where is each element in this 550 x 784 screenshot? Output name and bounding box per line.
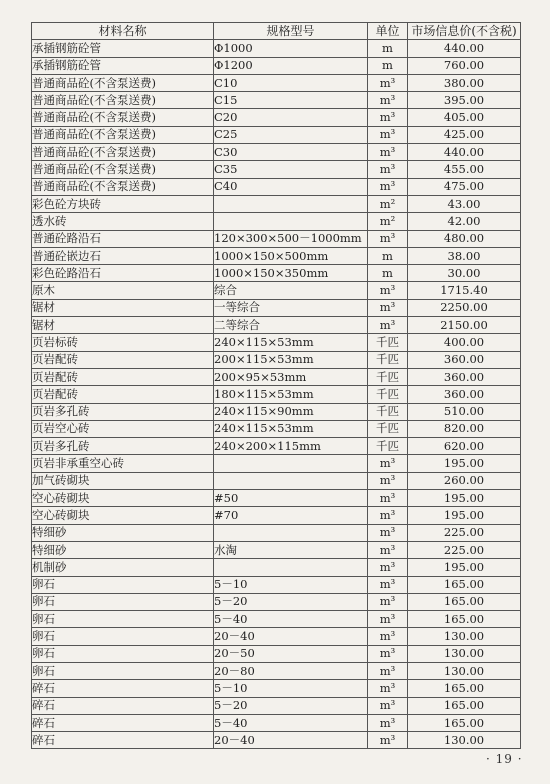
material-name-cell: 加气砖砌块 bbox=[32, 472, 214, 489]
unit-cell: m³ bbox=[368, 645, 408, 662]
unit-cell: m bbox=[368, 40, 408, 57]
unit-cell: m bbox=[368, 247, 408, 264]
price-cell: 30.00 bbox=[408, 265, 521, 282]
spec-cell: C35 bbox=[214, 161, 368, 178]
spec-cell bbox=[214, 213, 368, 230]
table-row bbox=[32, 472, 521, 489]
table-row bbox=[32, 40, 521, 57]
spec-cell: 二等综合 bbox=[214, 317, 368, 334]
spec-cell bbox=[214, 524, 368, 541]
spec-cell: 20－50 bbox=[214, 645, 368, 662]
material-name-cell: 空心砖砌块 bbox=[32, 507, 214, 524]
material-name-cell: 页岩配砖 bbox=[32, 351, 214, 368]
material-name-cell: 碎石 bbox=[32, 697, 214, 714]
spec-cell: C30 bbox=[214, 144, 368, 161]
price-cell: 425.00 bbox=[408, 126, 521, 143]
spec-cell: 1000×150×500mm bbox=[214, 247, 368, 264]
price-cell: 400.00 bbox=[408, 334, 521, 351]
price-cell: 440.00 bbox=[408, 40, 521, 57]
unit-cell: m³ bbox=[368, 611, 408, 628]
price-cell: 360.00 bbox=[408, 368, 521, 385]
unit-cell: m³ bbox=[368, 126, 408, 143]
price-cell: 165.00 bbox=[408, 714, 521, 731]
table-row bbox=[32, 541, 521, 558]
table-header-row bbox=[32, 23, 521, 40]
price-cell: 165.00 bbox=[408, 611, 521, 628]
unit-cell: m³ bbox=[368, 576, 408, 593]
table-row bbox=[32, 403, 521, 420]
table-row bbox=[32, 714, 521, 731]
unit-cell: m³ bbox=[368, 680, 408, 697]
material-name-cell: 普通商品砼(不含泵送费) bbox=[32, 161, 214, 178]
price-cell: 1715.40 bbox=[408, 282, 521, 299]
table-row bbox=[32, 732, 521, 749]
price-cell: 405.00 bbox=[408, 109, 521, 126]
table-row bbox=[32, 386, 521, 403]
price-cell: 510.00 bbox=[408, 403, 521, 420]
price-cell: 360.00 bbox=[408, 386, 521, 403]
table-row bbox=[32, 317, 521, 334]
material-name-cell: 普通商品砼(不含泵送费) bbox=[32, 109, 214, 126]
spec-cell: C15 bbox=[214, 92, 368, 109]
unit-cell: m³ bbox=[368, 109, 408, 126]
spec-cell bbox=[214, 195, 368, 212]
spec-cell: 20－40 bbox=[214, 732, 368, 749]
price-cell: 225.00 bbox=[408, 524, 521, 541]
spec-cell: 20－40 bbox=[214, 628, 368, 645]
material-name-cell: 彩色砼路沿石 bbox=[32, 265, 214, 282]
material-name-cell: 卵石 bbox=[32, 645, 214, 662]
unit-cell: m³ bbox=[368, 593, 408, 610]
price-cell: 130.00 bbox=[408, 732, 521, 749]
unit-cell: 千匹 bbox=[368, 403, 408, 420]
price-cell: 130.00 bbox=[408, 628, 521, 645]
table-row bbox=[32, 247, 521, 264]
table-row bbox=[32, 299, 521, 316]
material-name-cell: 卵石 bbox=[32, 611, 214, 628]
unit-cell: m³ bbox=[368, 714, 408, 731]
material-name-cell: 普通商品砼(不含泵送费) bbox=[32, 126, 214, 143]
material-name-cell: 卵石 bbox=[32, 576, 214, 593]
price-cell: 195.00 bbox=[408, 507, 521, 524]
table-row bbox=[32, 74, 521, 91]
table-row bbox=[32, 57, 521, 74]
price-cell: 165.00 bbox=[408, 593, 521, 610]
material-name-cell: 页岩配砖 bbox=[32, 368, 214, 385]
material-name-cell: 普通砼路沿石 bbox=[32, 230, 214, 247]
price-cell: 165.00 bbox=[408, 576, 521, 593]
spec-cell: C25 bbox=[214, 126, 368, 143]
spec-cell: 5－10 bbox=[214, 680, 368, 697]
table-row bbox=[32, 662, 521, 679]
unit-cell: m³ bbox=[368, 732, 408, 749]
unit-cell: m³ bbox=[368, 282, 408, 299]
spec-cell: 5－40 bbox=[214, 611, 368, 628]
material-name-cell: 普通商品砼(不含泵送费) bbox=[32, 144, 214, 161]
unit-cell: m bbox=[368, 265, 408, 282]
spec-cell: 240×115×90mm bbox=[214, 403, 368, 420]
page-number: · 19 · bbox=[486, 752, 523, 766]
table-row bbox=[32, 109, 521, 126]
unit-cell: m³ bbox=[368, 161, 408, 178]
material-name-cell: 页岩多孔砖 bbox=[32, 403, 214, 420]
table-row bbox=[32, 628, 521, 645]
table-row bbox=[32, 455, 521, 472]
spec-cell: 180×115×53mm bbox=[214, 386, 368, 403]
spec-cell: 240×115×53mm bbox=[214, 420, 368, 437]
material-name-cell: 原木 bbox=[32, 282, 214, 299]
price-cell: 225.00 bbox=[408, 541, 521, 558]
material-name-cell: 碎石 bbox=[32, 732, 214, 749]
price-cell: 360.00 bbox=[408, 351, 521, 368]
material-name-cell: 空心砖砌块 bbox=[32, 490, 214, 507]
spec-cell bbox=[214, 455, 368, 472]
material-name-cell: 页岩配砖 bbox=[32, 386, 214, 403]
unit-cell: 千匹 bbox=[368, 368, 408, 385]
unit-cell: 千匹 bbox=[368, 334, 408, 351]
price-cell: 760.00 bbox=[408, 57, 521, 74]
table-row bbox=[32, 351, 521, 368]
spec-cell: Φ1000 bbox=[214, 40, 368, 57]
table-row bbox=[32, 213, 521, 230]
material-name-cell: 锯材 bbox=[32, 317, 214, 334]
price-cell: 195.00 bbox=[408, 490, 521, 507]
table-row bbox=[32, 420, 521, 437]
table-row bbox=[32, 576, 521, 593]
material-name-cell: 卵石 bbox=[32, 593, 214, 610]
material-name-cell: 普通商品砼(不含泵送费) bbox=[32, 74, 214, 91]
header-unit: 单位 bbox=[368, 23, 408, 40]
unit-cell: m² bbox=[368, 195, 408, 212]
unit-cell: 千匹 bbox=[368, 420, 408, 437]
table-row bbox=[32, 230, 521, 247]
unit-cell: 千匹 bbox=[368, 386, 408, 403]
spec-cell: Φ1200 bbox=[214, 57, 368, 74]
table-row bbox=[32, 697, 521, 714]
price-cell: 455.00 bbox=[408, 161, 521, 178]
price-cell: 130.00 bbox=[408, 645, 521, 662]
spec-cell: 200×95×53mm bbox=[214, 368, 368, 385]
table-row bbox=[32, 559, 521, 576]
table-row bbox=[32, 438, 521, 455]
material-name-cell: 普通砼嵌边石 bbox=[32, 247, 214, 264]
spec-cell: 200×115×53mm bbox=[214, 351, 368, 368]
unit-cell: m³ bbox=[368, 524, 408, 541]
table-row bbox=[32, 144, 521, 161]
material-name-cell: 普通商品砼(不含泵送费) bbox=[32, 178, 214, 195]
table-row bbox=[32, 265, 521, 282]
table-row bbox=[32, 368, 521, 385]
material-name-cell: 卵石 bbox=[32, 662, 214, 679]
spec-cell: 5－40 bbox=[214, 714, 368, 731]
unit-cell: m³ bbox=[368, 559, 408, 576]
spec-cell: 一等综合 bbox=[214, 299, 368, 316]
unit-cell: m³ bbox=[368, 144, 408, 161]
material-name-cell: 页岩非承重空心砖 bbox=[32, 455, 214, 472]
unit-cell: m³ bbox=[368, 74, 408, 91]
spec-cell: 1000×150×350mm bbox=[214, 265, 368, 282]
material-name-cell: 碎石 bbox=[32, 714, 214, 731]
table-row bbox=[32, 126, 521, 143]
unit-cell: m² bbox=[368, 213, 408, 230]
price-cell: 480.00 bbox=[408, 230, 521, 247]
table-row bbox=[32, 334, 521, 351]
unit-cell: m³ bbox=[368, 299, 408, 316]
table-row bbox=[32, 195, 521, 212]
spec-cell: 240×115×53mm bbox=[214, 334, 368, 351]
price-table bbox=[31, 22, 521, 749]
material-name-cell: 卵石 bbox=[32, 628, 214, 645]
table-row bbox=[32, 490, 521, 507]
spec-cell: #70 bbox=[214, 507, 368, 524]
table-row bbox=[32, 282, 521, 299]
price-cell: 395.00 bbox=[408, 92, 521, 109]
price-cell: 475.00 bbox=[408, 178, 521, 195]
spec-cell: 120×300×500－1000mm bbox=[214, 230, 368, 247]
material-name-cell: 页岩标砖 bbox=[32, 334, 214, 351]
material-name-cell: 页岩多孔砖 bbox=[32, 438, 214, 455]
spec-cell: 5－20 bbox=[214, 593, 368, 610]
table-row bbox=[32, 611, 521, 628]
spec-cell: C10 bbox=[214, 74, 368, 91]
price-cell: 165.00 bbox=[408, 697, 521, 714]
price-cell: 43.00 bbox=[408, 195, 521, 212]
material-name-cell: 彩色砼方块砖 bbox=[32, 195, 214, 212]
table-row bbox=[32, 593, 521, 610]
price-cell: 195.00 bbox=[408, 455, 521, 472]
spec-cell: #50 bbox=[214, 490, 368, 507]
price-cell: 440.00 bbox=[408, 144, 521, 161]
unit-cell: m³ bbox=[368, 472, 408, 489]
material-name-cell: 透水砖 bbox=[32, 213, 214, 230]
material-name-cell: 承插钢筋砼管 bbox=[32, 57, 214, 74]
table-row bbox=[32, 92, 521, 109]
unit-cell: m³ bbox=[368, 662, 408, 679]
spec-cell: 240×200×115mm bbox=[214, 438, 368, 455]
spec-cell: 5－10 bbox=[214, 576, 368, 593]
unit-cell: m³ bbox=[368, 230, 408, 247]
table-row bbox=[32, 680, 521, 697]
spec-cell bbox=[214, 559, 368, 576]
unit-cell: m³ bbox=[368, 317, 408, 334]
table-row bbox=[32, 178, 521, 195]
spec-cell: 综合 bbox=[214, 282, 368, 299]
spec-cell: 水淘 bbox=[214, 541, 368, 558]
unit-cell: 千匹 bbox=[368, 351, 408, 368]
material-name-cell: 普通商品砼(不含泵送费) bbox=[32, 92, 214, 109]
material-name-cell: 页岩空心砖 bbox=[32, 420, 214, 437]
unit-cell: m³ bbox=[368, 628, 408, 645]
unit-cell: m bbox=[368, 57, 408, 74]
price-cell: 620.00 bbox=[408, 438, 521, 455]
table-row bbox=[32, 524, 521, 541]
header-spec: 规格型号 bbox=[214, 23, 368, 40]
table-row bbox=[32, 645, 521, 662]
material-name-cell: 机制砂 bbox=[32, 559, 214, 576]
price-cell: 380.00 bbox=[408, 74, 521, 91]
price-cell: 42.00 bbox=[408, 213, 521, 230]
material-name-cell: 特细砂 bbox=[32, 541, 214, 558]
header-material-name: 材料名称 bbox=[32, 23, 214, 40]
price-cell: 195.00 bbox=[408, 559, 521, 576]
spec-cell: 20－80 bbox=[214, 662, 368, 679]
unit-cell: m³ bbox=[368, 507, 408, 524]
price-cell: 2150.00 bbox=[408, 317, 521, 334]
unit-cell: m³ bbox=[368, 455, 408, 472]
table-row bbox=[32, 507, 521, 524]
spec-cell: C20 bbox=[214, 109, 368, 126]
spec-cell: 5－20 bbox=[214, 697, 368, 714]
price-cell: 130.00 bbox=[408, 662, 521, 679]
spec-cell: C40 bbox=[214, 178, 368, 195]
table-row bbox=[32, 161, 521, 178]
material-name-cell: 承插钢筋砼管 bbox=[32, 40, 214, 57]
spec-cell bbox=[214, 472, 368, 489]
material-name-cell: 特细砂 bbox=[32, 524, 214, 541]
unit-cell: m³ bbox=[368, 92, 408, 109]
price-cell: 820.00 bbox=[408, 420, 521, 437]
price-cell: 165.00 bbox=[408, 680, 521, 697]
table-body bbox=[32, 40, 521, 749]
price-cell: 38.00 bbox=[408, 247, 521, 264]
unit-cell: m³ bbox=[368, 541, 408, 558]
price-cell: 2250.00 bbox=[408, 299, 521, 316]
header-price: 市场信息价(不含税) bbox=[408, 23, 521, 40]
unit-cell: m³ bbox=[368, 697, 408, 714]
unit-cell: 千匹 bbox=[368, 438, 408, 455]
material-name-cell: 锯材 bbox=[32, 299, 214, 316]
price-cell: 260.00 bbox=[408, 472, 521, 489]
unit-cell: m³ bbox=[368, 490, 408, 507]
material-name-cell: 碎石 bbox=[32, 680, 214, 697]
unit-cell: m³ bbox=[368, 178, 408, 195]
